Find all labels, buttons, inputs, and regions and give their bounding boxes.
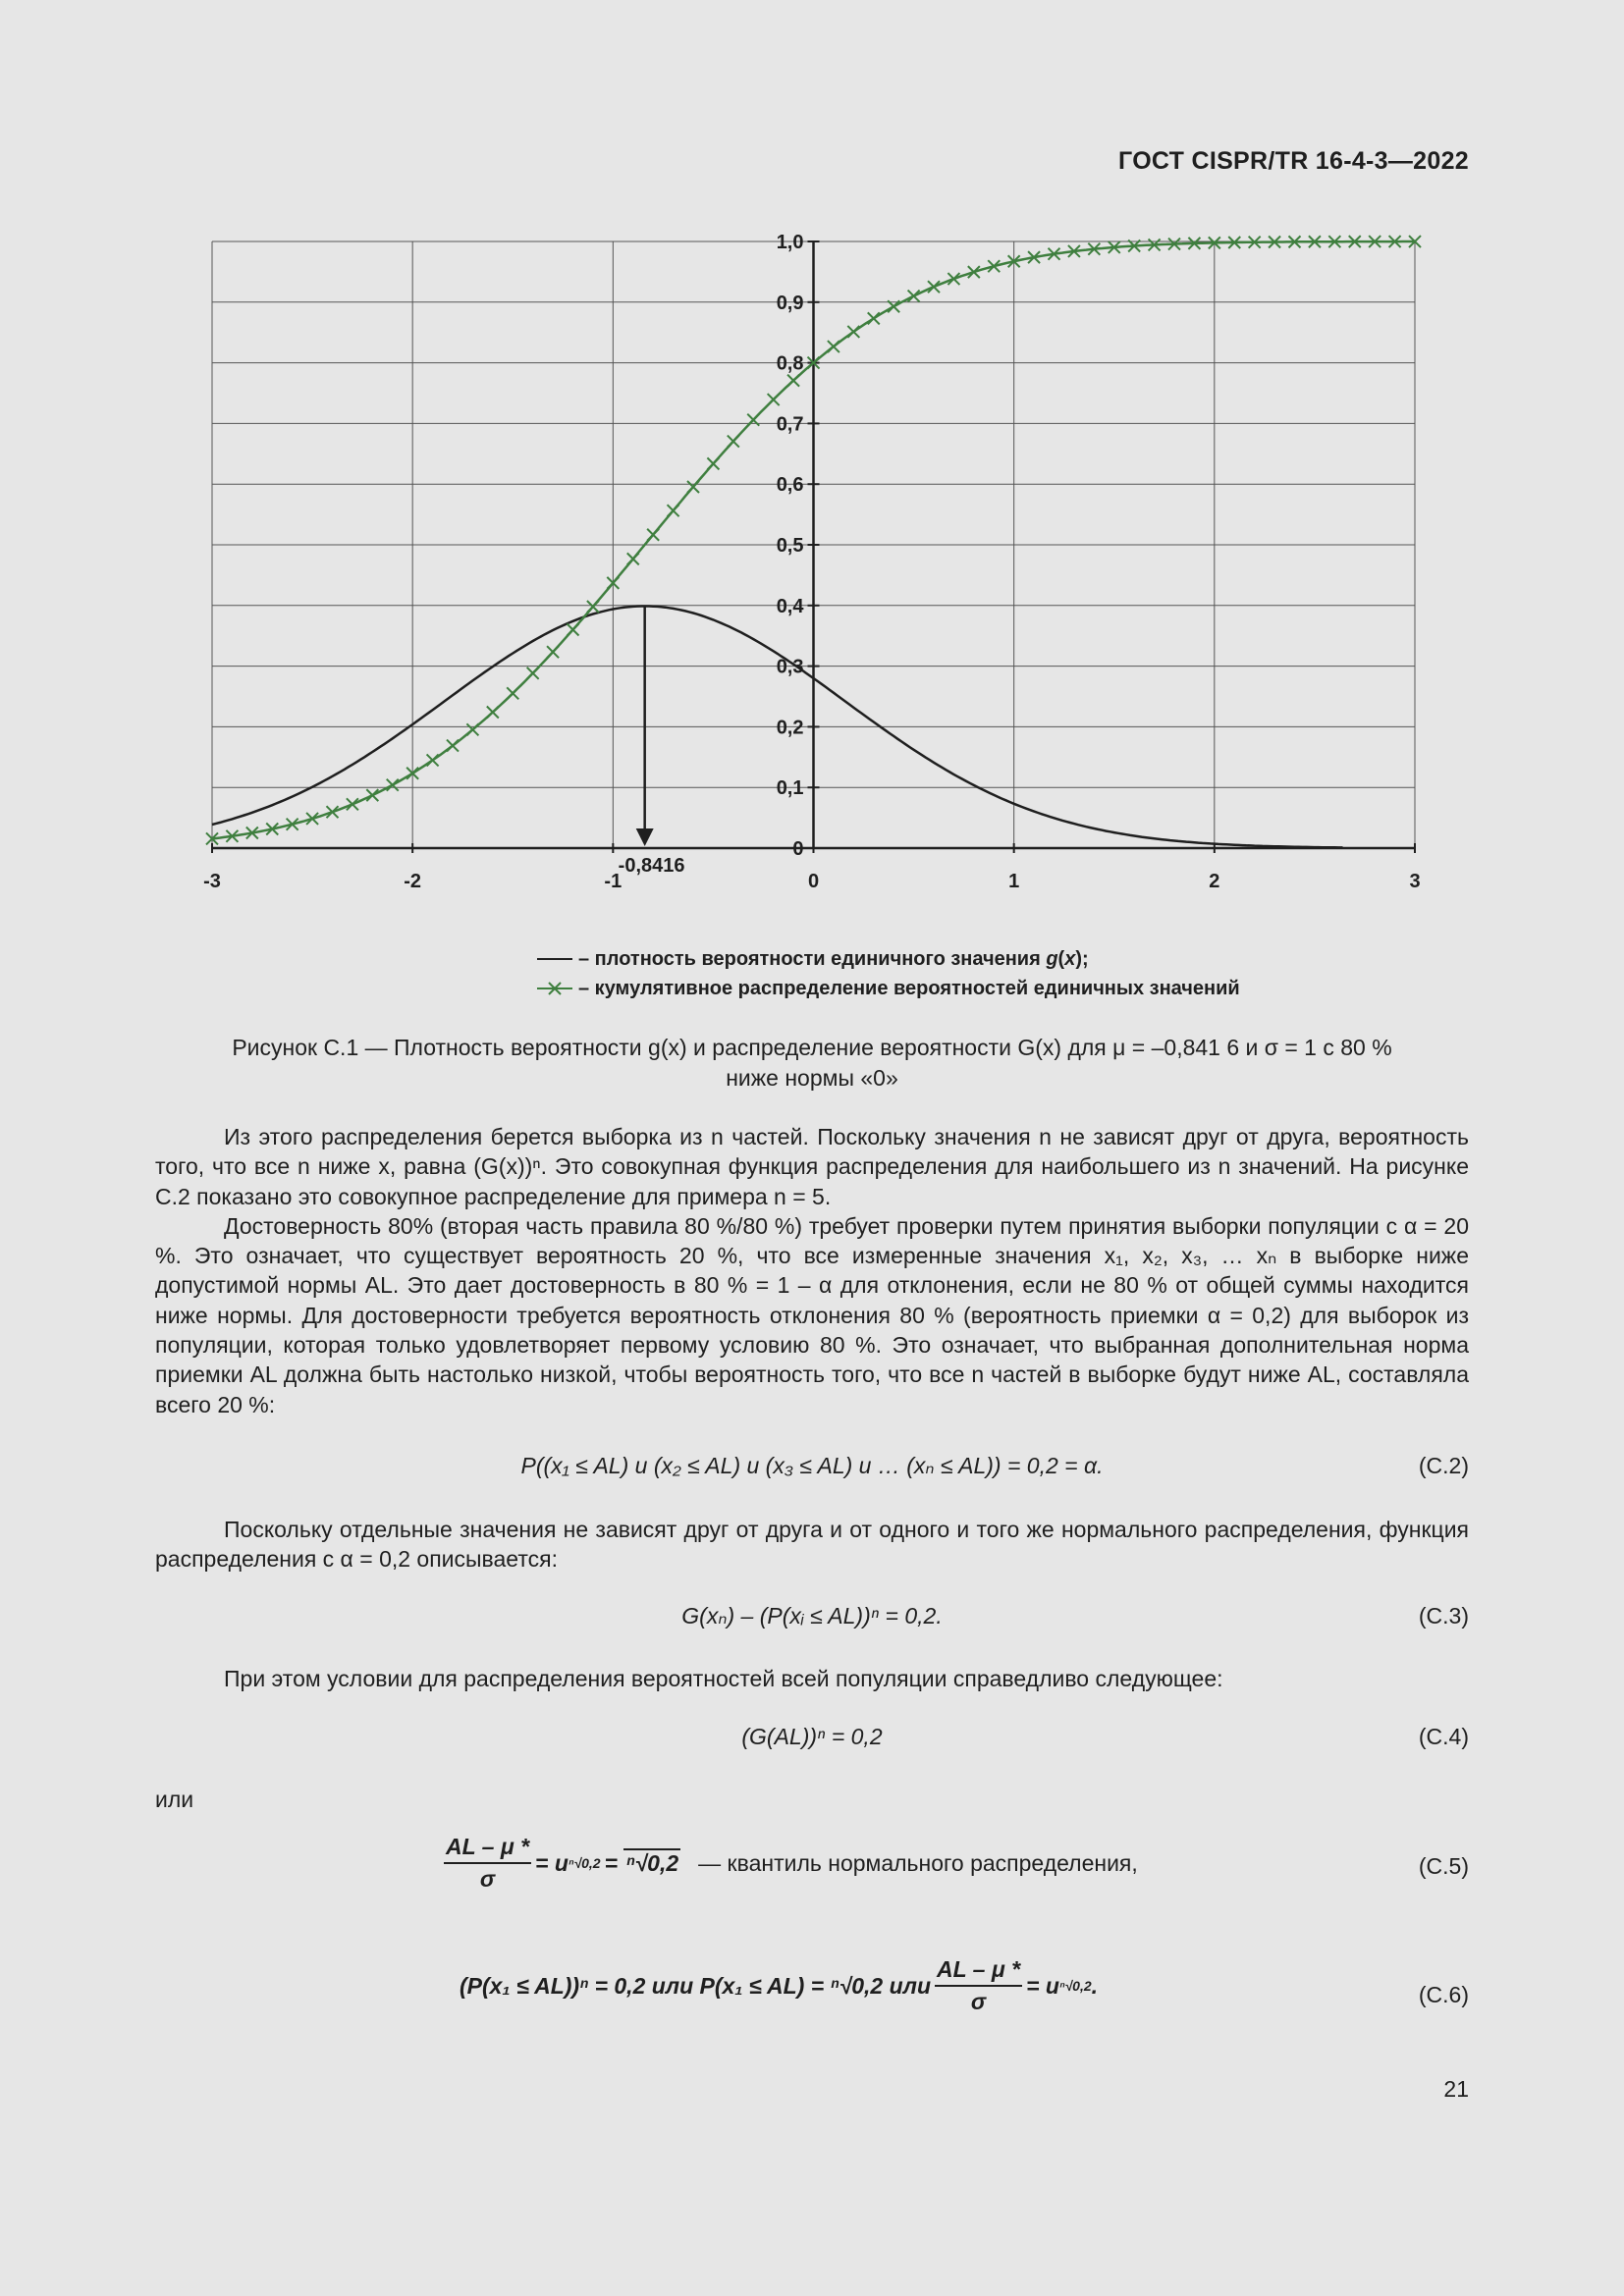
y-tick-label: 0,9: [776, 292, 804, 314]
y-tick-label: 0,8: [776, 352, 804, 375]
formula-c2-body: P((x₁ ≤ AL) и (x₂ ≤ AL) и (x₃ ≤ AL) и … (xₙ ≤ AL)) = 0,2 = α.: [520, 1453, 1104, 1478]
x-tick-label: 0: [807, 871, 820, 892]
series-cumulative-marker: [668, 505, 679, 516]
series-cumulative-marker: [847, 326, 859, 338]
caption-line-1: Рисунок С.1 — Плотность вероятности g(x) и распределение вероятности G(x) для μ = –0,841 6 и σ = 1 с 80 %: [232, 1035, 1392, 1060]
series-cumulative-marker: [947, 273, 959, 285]
x-tick-label: -2: [404, 871, 422, 892]
series-cumulative-marker: [527, 667, 539, 679]
y-tick-label: 0,7: [776, 413, 804, 436]
y-tick-label: 0,6: [776, 474, 804, 497]
series-cumulative-marker: [627, 553, 639, 564]
formula-c2: [155, 1453, 1469, 1484]
y-tick-label: 0,2: [776, 717, 804, 739]
series-cumulative-marker: [728, 436, 739, 448]
paragraph-3: Поскольку отдельные значения не зависят друг от друга и от одного и того же нормального распределения, функция распределения с α = 0,2 описывается:: [155, 1517, 1469, 1573]
series-cumulative-marker: [747, 414, 759, 426]
x-tick-label: 3: [1409, 871, 1421, 892]
series-cumulative-marker: [647, 529, 659, 541]
series-cumulative-marker: [687, 481, 699, 493]
series-cumulative-marker: [828, 341, 839, 352]
series-cumulative-marker: [587, 601, 599, 613]
series-cumulative-marker: [968, 266, 980, 278]
formula-c3: [155, 1603, 1469, 1634]
series-cumulative-marker: [466, 723, 478, 735]
body-text-1: [155, 1122, 1469, 1419]
formula-c3-number: (С.3): [1418, 1603, 1469, 1629]
legend-line-green-x-icon: [535, 978, 574, 999]
series-cumulative-marker: [427, 754, 439, 766]
legend-line-black-icon: [535, 948, 574, 970]
series-cumulative-marker: [387, 779, 399, 791]
body-text-3: [155, 1664, 1469, 1693]
formula-c4: [155, 1724, 1469, 1755]
document-header: ГОСТ CISPR/TR 16-4-3—2022: [1118, 147, 1469, 175]
y-tick-label: 1,0: [776, 232, 804, 253]
series-cumulative-marker: [868, 312, 880, 324]
y-tick-label: 0,1: [776, 777, 804, 800]
series-cumulative-marker: [447, 740, 459, 752]
paragraph-1: Из этого распределения берется выборка из n частей. Поскольку значения n не зависят друг от друга, вероятность того, что все n ниже x, равна (G(x))ⁿ. Это совокупная функция распределения для наибольшего из n значений. На рисунке С.2 показано это совокупное распределение для примера n = 5.: [155, 1124, 1469, 1209]
series-cumulative-marker: [908, 291, 920, 302]
legend-item-density: [535, 944, 1240, 974]
y-tick-label: 0,4: [776, 595, 804, 617]
annotation-arrow-head: [636, 828, 654, 846]
legend-label-density: – плотность вероятности единичного значения g(x);: [578, 947, 1089, 970]
formula-c5: [155, 1834, 1469, 1902]
x-tick-label: 2: [1209, 871, 1220, 892]
caption-line-2: ниже нормы «0»: [726, 1065, 898, 1091]
legend-label-cumulative: – кумулятивное распределение вероятностей единичных значений: [578, 977, 1240, 999]
annotation-label: -0,8416: [618, 855, 685, 877]
formula-c5-number: (С.5): [1418, 1853, 1469, 1879]
x-tick-label: 1: [1008, 871, 1020, 892]
formula-c6-number: (С.6): [1418, 1982, 1469, 2007]
y-tick-label: 0,5: [776, 535, 804, 557]
formula-c6-body: (P(x₁ ≤ AL))ⁿ = 0,2 или P(x₁ ≤ AL) = ⁿ√0,2 или $\frac{AL - \mu *}{\sigma}$ = u ⁿ√0,2 .: [460, 1956, 1099, 2014]
paragraph-2: Достоверность 80% (вторая часть правила 80 %/80 %) требует проверки путем принятия выборки популяции с α = 20 %. Это означает, что существует вероятность 20 %, что все измеренные значения x₁, x₂, x₃, … xₙ в выборке ниже допустимой нормы AL. Это дает достоверность в 80 % = 1 – α для отклонения, если не 80 % от общей суммы находится ниже нормы. Для достоверности требуется вероятность отклонения 80 % (вероятность приемки α = 0,2) для выборок из популяции, которая только удовлетворяет первому условию 80 %. Это означает, что выбранная дополнительная норма приемки AL должна быть настолько низкой, чтобы вероятность того, что все n частей в выборке будут ниже AL, составляла всего 20 %:: [155, 1212, 1469, 1417]
chart-tick-labels: [203, 232, 1420, 892]
series-cumulative-marker: [487, 707, 499, 719]
x-tick-label: -3: [203, 871, 221, 892]
chart-axes: [212, 241, 1415, 853]
y-tick-label: 0: [792, 838, 804, 860]
series-cumulative-marker: [707, 457, 719, 469]
formula-c4-number: (С.4): [1418, 1724, 1469, 1749]
series-cumulative-marker: [928, 281, 940, 293]
body-text-2: [155, 1515, 1469, 1575]
formula-c4-body: (G(AL))ⁿ = 0,2: [741, 1724, 883, 1749]
series-cumulative-marker: [507, 687, 518, 699]
chart-legend: [535, 944, 1240, 1003]
series-cumulative-marker: [568, 624, 579, 636]
probability-chart: [0, 0, 1624, 1011]
or-word: или: [155, 1787, 194, 1812]
chart-annotation: [619, 606, 685, 877]
formula-c5-fraction: $\frac{AL - \mu *}{\sigma}$: [446, 1834, 530, 1892]
formula-c6: [155, 1956, 1469, 2025]
paragraph-4: При этом условии для распределения вероятностей всей популяции справедливо следующее:: [224, 1666, 1223, 1691]
page-number: 21: [1443, 2076, 1469, 2102]
series-cumulative-marker: [787, 375, 799, 387]
series-cumulative-marker: [347, 798, 358, 810]
series-cumulative-marker: [327, 806, 339, 818]
x-tick-label: -1: [604, 871, 623, 892]
series-cumulative-marker: [547, 646, 559, 658]
legend-item-cumulative: [535, 974, 1240, 1003]
figure-caption: [155, 1033, 1469, 1094]
formula-c2-number: (С.2): [1418, 1453, 1469, 1478]
formula-c3-body: G(xₙ) – (P(xᵢ ≤ AL))ⁿ = 0,2.: [681, 1603, 943, 1629]
series-cumulative-marker: [768, 394, 780, 405]
y-tick-label: 0,3: [776, 656, 804, 678]
formula-c6-fraction: $\frac{AL - \mu *}{\sigma}$: [937, 1956, 1021, 2014]
formula-c5-body: $\frac{AL - \mu *}{\sigma}$ = u ⁿ√0,2 = ⁿ√0,2 — квантиль нормального распределения,: [446, 1834, 1138, 1892]
series-cumulative-marker: [366, 789, 378, 801]
